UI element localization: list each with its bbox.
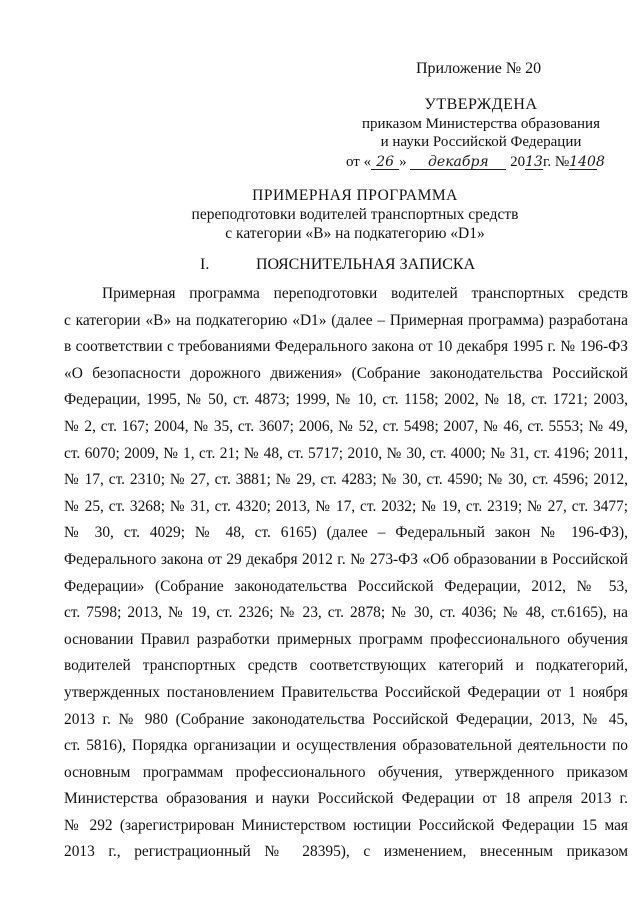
body-line: в соответствии с требованиями Федерального закона от 10 декабря 1995 г. № 196-ФЗ — [64, 338, 628, 356]
order-month-handwritten: декабря — [410, 155, 506, 170]
order-prefix: от « — [346, 154, 372, 170]
body-line: Примерная программа переподготовки водителей транспортных средств — [102, 285, 628, 302]
body-line: № 2, ст. 167; 2004, № 35, ст. 3607; 2006, № 52, ст. 5498; 2007, № 46, ст. 5553; № 49, — [64, 417, 628, 435]
body-line: с категории «B» на подкатегорию «D1» (далее – Примерная программа) разработана — [64, 311, 628, 329]
section-heading — [200, 256, 475, 274]
order-year-handwritten: 13 — [525, 154, 543, 170]
body-line: «О безопасности дорожного движения» (Собрание законодательства Российской — [64, 364, 628, 382]
order-mid: » — [399, 154, 407, 170]
body-line: ст. 5816), Порядка организации и осуществления образовательной деятельности по — [64, 737, 628, 755]
body-line: основании Правил разработки примерных программ профессионального обучения — [64, 630, 628, 648]
body-line: утвержденных постановлением Правительства Российской Федерации от 1 ноября — [64, 683, 628, 701]
order-day-handwritten: 26 — [371, 155, 399, 170]
body-line: Министерства образования и науки Российской Федерации от 18 апреля 2013 г. — [64, 790, 628, 808]
program-title: ПРИМЕРНАЯ ПРОГРАММА — [252, 187, 458, 204]
program-subtitle-line-2: с категории «B» на подкатегорию «D1» — [225, 225, 485, 242]
body-paragraph — [64, 281, 628, 866]
body-line: № 292 (зарегистрирован Министерством юстиции Российской Федерации 15 мая — [64, 816, 628, 834]
order-date-line — [346, 154, 605, 171]
approved-by-line-1: приказом Министерства образования — [362, 116, 600, 132]
approved-by-line-2: и науки Российской Федерации — [380, 134, 582, 150]
appendix-label: Приложение № 20 — [416, 60, 542, 77]
body-line: водителей транспортных средств соответствующих категорий и подкатегорий, — [64, 657, 628, 675]
body-line: Федерального закона от 29 декабря 2012 г. № 273-ФЗ «Об образовании в Российской — [64, 550, 628, 568]
body-line: № 17, ст. 2310; № 27, ст. 3881; № 29, ст. 4283; № 30, ст. 4590; № 30, ст. 4596; 2012, — [64, 471, 628, 489]
body-line: № 25, ст. 3268; № 31, ст. 4320; 2013, № 17, ст. 2032; № 19, ст. 2319; № 27, ст. 3477; — [64, 497, 628, 515]
approval-block — [346, 96, 616, 151]
body-line: основным программам профессионального обучения, утвержденного приказом — [64, 763, 628, 781]
body-line: № 30, ст. 4029; № 48, ст. 6165) (далее – Федеральный закон № 196-ФЗ), — [64, 524, 628, 542]
body-line: ст. 7598; 2013, № 19, ст. 2326; № 23, ст. 2878; № 30, ст. 4036; № 48, ст.6165), на — [64, 604, 628, 622]
program-subtitle-line-1: переподготовки водителей транспортных средств — [191, 206, 519, 223]
body-line: Федерации, 1995, № 50, ст. 4873; 1999, № 10, ст. 1158; 2002, № 18, ст. 1721; 2003, — [64, 391, 628, 409]
body-line: 2013 г., регистрационный № 28395), с изменением, внесенным приказом — [64, 843, 628, 861]
approved-title: УТВЕРЖДЕНА — [424, 96, 538, 113]
order-number-prefix: г. № — [542, 154, 570, 170]
order-number-handwritten: 1408 — [569, 154, 605, 170]
program-title-block — [150, 186, 560, 243]
section-number: I. — [200, 256, 210, 273]
body-line: ст. 6070; 2009, № 1, ст. 21; № 48, ст. 5717; 2010, № 30, ст. 4000; № 31, ст. 4196; 2011, — [64, 444, 628, 462]
body-line: Федерации» (Собрание законодательства Российской Федерации, 2012, № 53, — [64, 577, 628, 595]
order-year-prefix: 20 — [510, 154, 526, 170]
body-line: 2013 г. № 980 (Собрание законодательства Российской Федерации, 2013, № 45, — [64, 710, 628, 728]
section-title: ПОЯСНИТЕЛЬНАЯ ЗАПИСКА — [256, 256, 476, 273]
